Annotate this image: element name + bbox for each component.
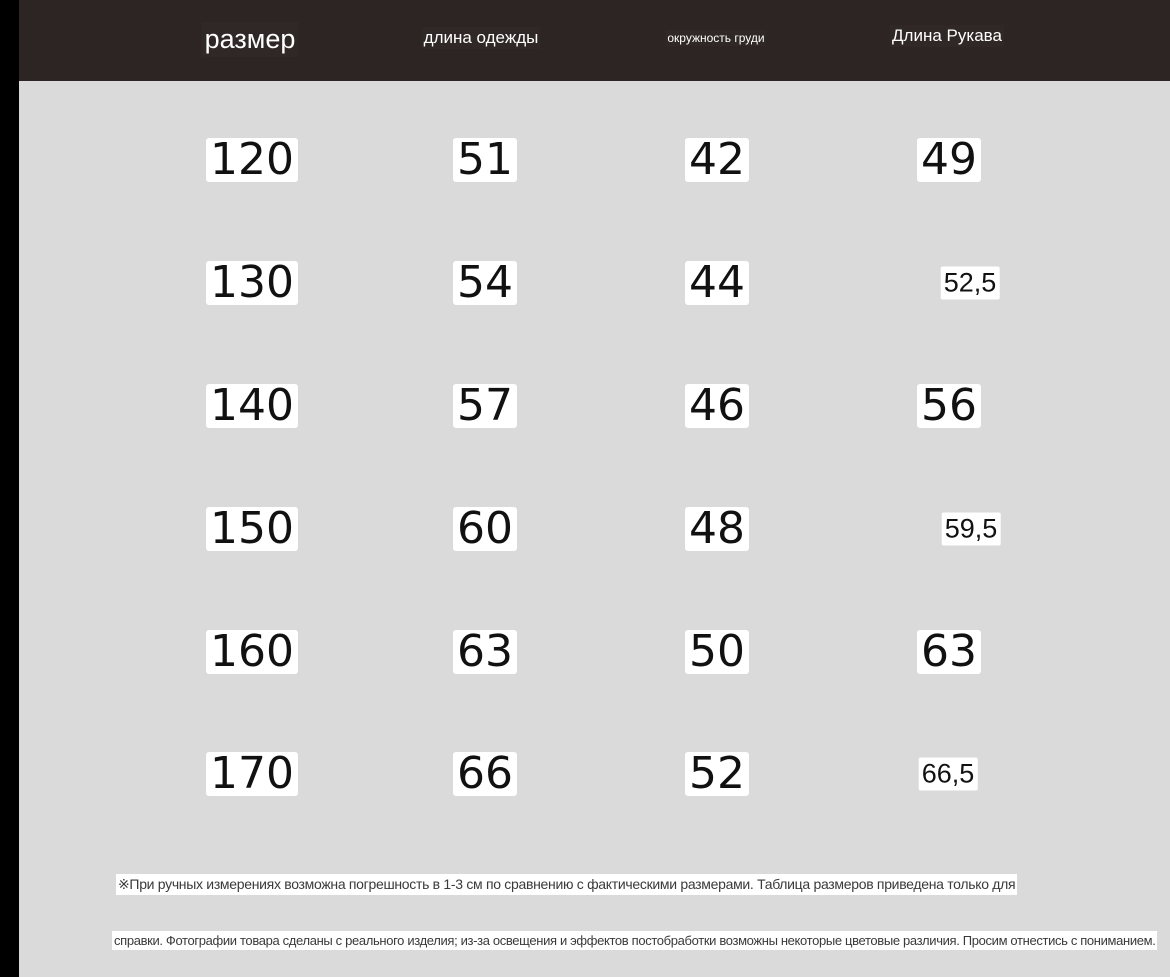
cell-sleeve: 52,5 xyxy=(941,267,1000,300)
cell-chest: 48 xyxy=(685,507,749,551)
cell-chest: 44 xyxy=(685,261,749,305)
cell-sleeve: 59,5 xyxy=(942,513,1001,546)
cell-sleeve: 49 xyxy=(917,138,981,182)
cell-sleeve: 63 xyxy=(917,630,981,674)
cell-length: 57 xyxy=(453,384,517,428)
cell-chest: 42 xyxy=(685,138,749,182)
cell-length: 63 xyxy=(453,630,517,674)
header-garment-length: длина одежды xyxy=(423,28,539,47)
cell-size: 120 xyxy=(206,138,298,182)
cell-length: 54 xyxy=(453,261,517,305)
cell-length: 66 xyxy=(453,752,517,796)
cell-size: 160 xyxy=(206,630,298,674)
header-size: размер xyxy=(202,22,299,57)
header-sleeve-length: Длина Рукава xyxy=(892,26,1002,45)
cell-chest: 46 xyxy=(685,384,749,428)
cell-sleeve: 56 xyxy=(917,384,981,428)
disclaimer-line-1: ※При ручных измерениях возможна погрешность в 1-3 см по сравнению с фактическими размерами. Таблица размеров приведена только для xyxy=(116,874,1017,895)
cell-chest: 52 xyxy=(685,752,749,796)
cell-chest: 50 xyxy=(685,630,749,674)
cell-length: 60 xyxy=(453,507,517,551)
cell-length: 51 xyxy=(453,138,517,182)
disclaimer-line-2: справки. Фотографии товара сделаны с реального изделия; из-за освещения и эффектов постобработки возможны некоторые цветовые различия. Просим отнестись с пониманием. xyxy=(114,933,1156,948)
left-border xyxy=(0,0,19,977)
cell-size: 150 xyxy=(206,507,298,551)
cell-size: 170 xyxy=(206,752,298,796)
cell-size: 130 xyxy=(206,261,298,305)
header-chest-circumference: окружность груди xyxy=(667,31,765,45)
cell-sleeve: 66,5 xyxy=(919,758,978,791)
cell-size: 140 xyxy=(206,384,298,428)
